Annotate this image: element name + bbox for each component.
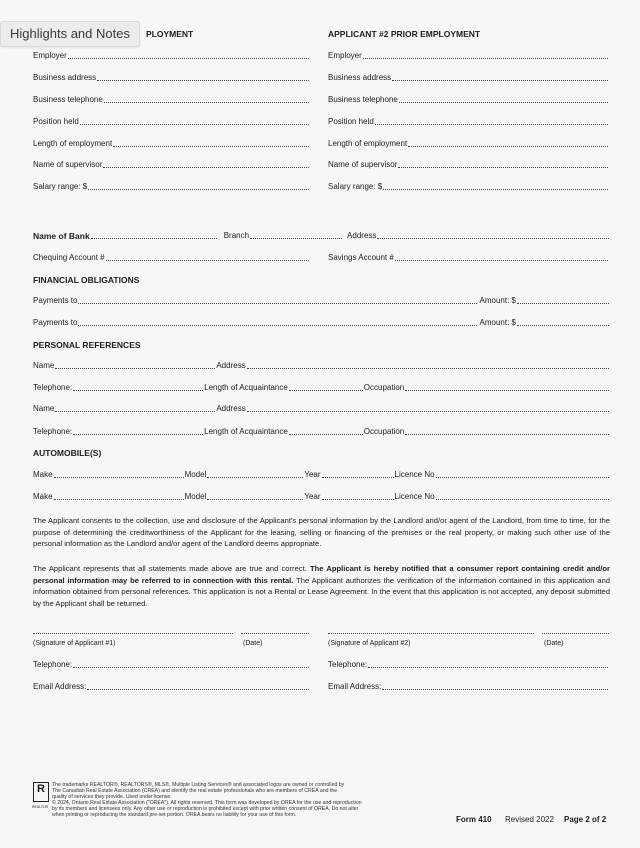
- ref-name-label: Name: [33, 361, 55, 370]
- app1-length-row[interactable]: [33, 139, 310, 149]
- year-label: Year: [304, 492, 321, 501]
- business-address-label: Business address: [33, 73, 97, 82]
- applicant2-heading: APPLICANT #2 PRIOR EMPLOYMENT: [328, 29, 481, 39]
- signature-1-field[interactable]: [33, 633, 233, 634]
- realtor-logo: [32, 782, 49, 809]
- app1-position-row[interactable]: [33, 117, 310, 127]
- licence-label: Licence No: [394, 470, 435, 479]
- represent-part2: The Applicant authorizes the verification of the information contained in this application and information obtained from personal references. This application is not a Rental or Lease Agreement. In the event that this application is not accepted, any deposit submitted by the Applicant shall be returned.: [33, 575, 610, 608]
- represent-part1: The Applicant represents that all statements made above are true and correct.: [33, 564, 310, 573]
- logo-caption: REALTOR: [32, 805, 49, 809]
- ref-occupation-label: Occupation: [363, 383, 405, 392]
- date-2-label: (Date): [544, 640, 564, 647]
- app1-business-telephone-row[interactable]: [33, 95, 310, 105]
- savings-row[interactable]: [328, 253, 609, 263]
- salary-label: Salary range: $: [33, 182, 88, 191]
- app2-salary-row[interactable]: [328, 182, 609, 192]
- represent-bold: The Applicant is hereby notified that a consumer report containing credit and/or personal information may be referred to in connection with this rental.: [33, 564, 610, 585]
- position-held-label: Position held: [33, 117, 79, 126]
- payments-row-2[interactable]: [33, 318, 610, 328]
- consent-paragraph: The Applicant consents to the collection, use and disclosure of the Applicant's personal information by the Landlord and/or agent of the Landlord, from time to time, for the purpose of determining the creditworthiness of the Applicant for the leasing, selling or financing of the premises or the real property, or making such other use of the personal information as the Landlord and/or agent of the Landlord deems appropriate.: [33, 516, 610, 549]
- app1-supervisor-row[interactable]: [33, 160, 310, 170]
- position-held-label: Position held: [328, 117, 374, 126]
- automobiles-heading: AUTOMOBILE(S): [33, 448, 102, 458]
- chequing-label: Chequing Account #: [33, 253, 105, 262]
- bank-row[interactable]: [33, 231, 610, 241]
- signature-1-label: (Signature of Applicant #1): [33, 640, 116, 647]
- telephone-label: Telephone:: [328, 660, 368, 669]
- date-1-label: (Date): [243, 640, 263, 647]
- personal-references-heading: PERSONAL REFERENCES: [33, 340, 141, 350]
- email-label: Email Address:: [33, 682, 87, 691]
- automobile-row-2[interactable]: [33, 492, 610, 502]
- trademark-notice: [52, 782, 362, 818]
- applicant1-heading: PLOYMENT: [146, 29, 194, 39]
- footer-line: quality of services they provide. Used under license.: [52, 794, 172, 800]
- amount-label: Amount: $: [479, 296, 516, 305]
- app2-supervisor-row[interactable]: [328, 160, 609, 170]
- ref-acquaintance-label: Length of Acquaintance: [204, 383, 288, 392]
- footer-line: when printing or reproducing the standard pre-set portion. OREA bears no liability for your use of this form.: [52, 812, 297, 818]
- salary-label: Salary range: $: [328, 182, 383, 191]
- date-2-field[interactable]: [542, 633, 609, 634]
- telephone-2-row[interactable]: [328, 660, 609, 670]
- reference-2-name-row[interactable]: [33, 404, 610, 414]
- bank-name-field[interactable]: [91, 232, 217, 239]
- app2-length-row[interactable]: [328, 139, 609, 149]
- length-of-employment-label: Length of employment: [328, 139, 408, 148]
- app2-business-address-row[interactable]: [328, 73, 609, 83]
- amount-label: Amount: $: [479, 318, 516, 327]
- business-address-label: Business address: [328, 73, 392, 82]
- make-label: Make: [33, 492, 53, 501]
- payments-to-label: Payments to: [33, 296, 78, 305]
- model-label: Model: [184, 470, 207, 479]
- bank-address-label: Address: [347, 231, 377, 240]
- supervisor-label: Name of supervisor: [328, 160, 398, 169]
- branch-label: Branch: [223, 231, 250, 240]
- logo-letter: R: [37, 783, 45, 795]
- signature-2-label: (Signature of Applicant #2): [328, 640, 411, 647]
- page-indicator: Page 2 of 2: [564, 815, 607, 824]
- name-of-bank-label: Name of Bank: [33, 231, 90, 241]
- reference-1-name-row[interactable]: [33, 361, 610, 371]
- footer-line: by its members and licensees only. Any other use or reproduction is prohibited except with prior written consent of OREA. Do not alter: [52, 806, 359, 812]
- ref-acquaintance-label: Length of Acquaintance: [204, 427, 288, 436]
- business-telephone-label: Business telephone: [33, 95, 103, 104]
- ref-address-label: Address: [216, 404, 246, 413]
- highlights-and-notes-button[interactable]: Highlights and Notes: [0, 21, 140, 47]
- footer-line: The trademarks REALTOR®, REALTORS®, MLS®, Multiple Listing Services® and associated logos are owned or controlled by: [52, 782, 345, 788]
- business-telephone-label: Business telephone: [328, 95, 398, 104]
- represent-paragraph: [33, 563, 610, 609]
- telephone-label: Telephone:: [33, 660, 73, 669]
- form-number: Form 410: [456, 815, 492, 824]
- email-1-row[interactable]: [33, 682, 310, 692]
- ref-telephone-label: Telephone:: [33, 427, 73, 436]
- length-of-employment-label: Length of employment: [33, 139, 113, 148]
- app2-position-row[interactable]: [328, 117, 609, 127]
- chequing-row[interactable]: [33, 253, 310, 263]
- payments-row-1[interactable]: [33, 296, 610, 306]
- branch-field[interactable]: [250, 232, 342, 239]
- supervisor-label: Name of supervisor: [33, 160, 103, 169]
- revised-date: Revised 2022: [505, 815, 554, 824]
- year-label: Year: [304, 470, 321, 479]
- employer-label: Employer: [328, 51, 362, 60]
- employer-label: Employer: [33, 51, 67, 60]
- date-1-field[interactable]: [241, 633, 309, 634]
- app1-employer-row[interactable]: [33, 51, 310, 61]
- email-label: Email Address:: [328, 682, 382, 691]
- automobile-row-1[interactable]: [33, 470, 610, 480]
- app1-business-address-row[interactable]: [33, 73, 310, 83]
- footer-line: The Canadian Real Estate Association (CREA) and identify the real estate professionals who are members of CREA and the: [52, 788, 338, 794]
- ref-address-label: Address: [216, 361, 246, 370]
- reference-2-telephone-row[interactable]: [33, 427, 610, 437]
- reference-1-telephone-row[interactable]: [33, 383, 610, 393]
- ref-name-label: Name: [33, 404, 55, 413]
- signature-2-field[interactable]: [328, 633, 534, 634]
- app2-business-telephone-row[interactable]: [328, 95, 609, 105]
- footer-line: © 2024, Ontario Real Estate Association ("OREA"). All rights reserved. This form was developed by OREA for the use and reproduction: [52, 800, 362, 806]
- licence-label: Licence No: [394, 492, 435, 501]
- model-label: Model: [184, 492, 207, 501]
- savings-label: Savings Account #: [328, 253, 394, 262]
- app1-salary-row[interactable]: [33, 182, 310, 192]
- telephone-1-row[interactable]: [33, 660, 310, 670]
- make-label: Make: [33, 470, 53, 479]
- ref-telephone-label: Telephone:: [33, 383, 73, 392]
- bank-address-field[interactable]: [377, 232, 609, 239]
- app2-employer-row[interactable]: [328, 51, 609, 61]
- email-2-row[interactable]: [328, 682, 609, 692]
- financial-obligations-heading: FINANCIAL OBLIGATIONS: [33, 275, 140, 285]
- ref-occupation-label: Occupation: [363, 427, 405, 436]
- payments-to-label: Payments to: [33, 318, 78, 327]
